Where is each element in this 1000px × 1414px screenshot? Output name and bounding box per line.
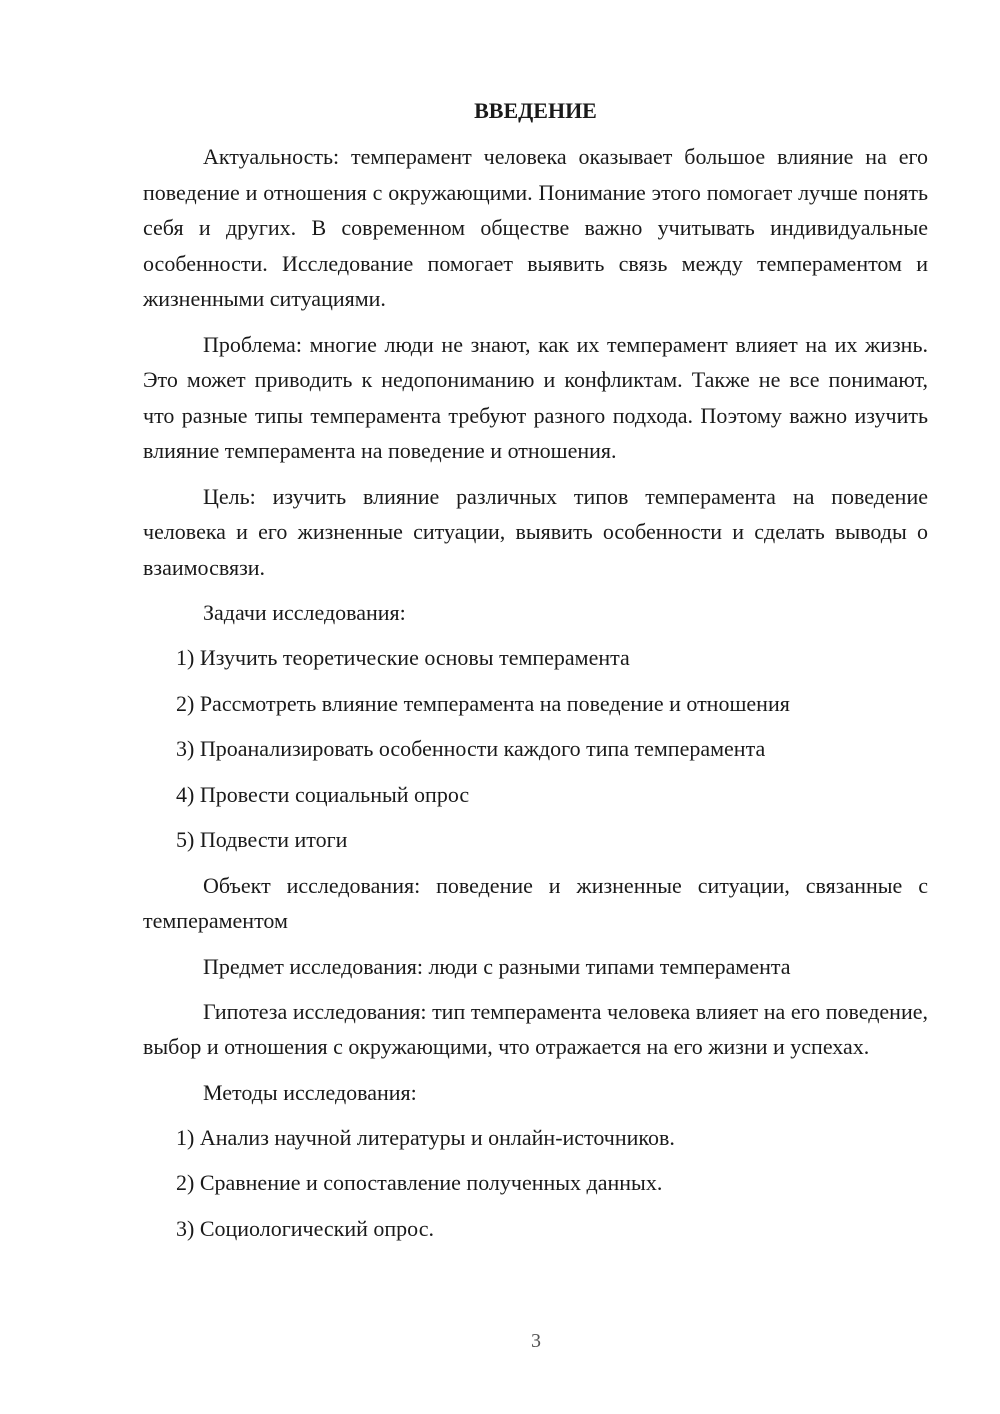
relevance-paragraph: Актуальность: темперамент человека оказывает большое влияние на его поведение и отношения с окружающими. Понимание этого помогает лучше понять себя и других. В современном обществе важно учитывать индивидуальные особенности. Исследование помогает выявить связь между темпераментом и жизненными ситуациями. xyxy=(143,144,928,311)
method-item: 1) Анализ научной литературы и онлайн-источников. xyxy=(176,1124,675,1150)
problem-paragraph: Проблема: многие люди не знают, как их темперамент влияет на их жизнь. Это может приводить к недопониманию и конфликтам. Также не все понимают, что разные типы темперамента требуют разного подхода. Поэтому важно изучить влияние темперамента на поведение и отношения. xyxy=(143,331,928,463)
hypothesis-paragraph: Гипотеза исследования: тип темперамента человека влияет на его поведение, выбор и отношения с окружающими, что отражается на его жизни и успехах. xyxy=(143,998,928,1059)
document-body xyxy=(143,93,928,1256)
goal-paragraph: Цель: изучить влияние различных типов темперамента на поведение человека и его жизненные ситуации, выявить особенности и сделать выводы о взаимосвязи. xyxy=(143,483,928,580)
task-item: 5) Подвести итоги xyxy=(176,827,348,852)
method-item: 3) Социологический опрос. xyxy=(176,1215,434,1241)
page-number: 3 xyxy=(531,1330,541,1352)
tasks-title: Задачи исследования: xyxy=(203,600,406,625)
task-item: 2) Рассмотреть влияние темперамента на поведение и отношения xyxy=(176,690,790,716)
subject-paragraph: Предмет исследования: люди с разными типами темперамента xyxy=(203,953,791,979)
object-paragraph: Объект исследования: поведение и жизненные ситуации, связанные с темпераментом xyxy=(143,872,928,933)
task-item: 4) Провести социальный опрос xyxy=(176,781,470,807)
task-item: 3) Проанализировать особенности каждого типа темперамента xyxy=(176,736,766,761)
task-item: 1) Изучить теоретические основы темперамента xyxy=(176,645,630,670)
page-title: ВВЕДЕНИЕ xyxy=(474,98,597,123)
method-item: 2) Сравнение и сопоставление полученных данных. xyxy=(176,1170,663,1195)
methods-title: Методы исследования: xyxy=(203,1079,417,1105)
